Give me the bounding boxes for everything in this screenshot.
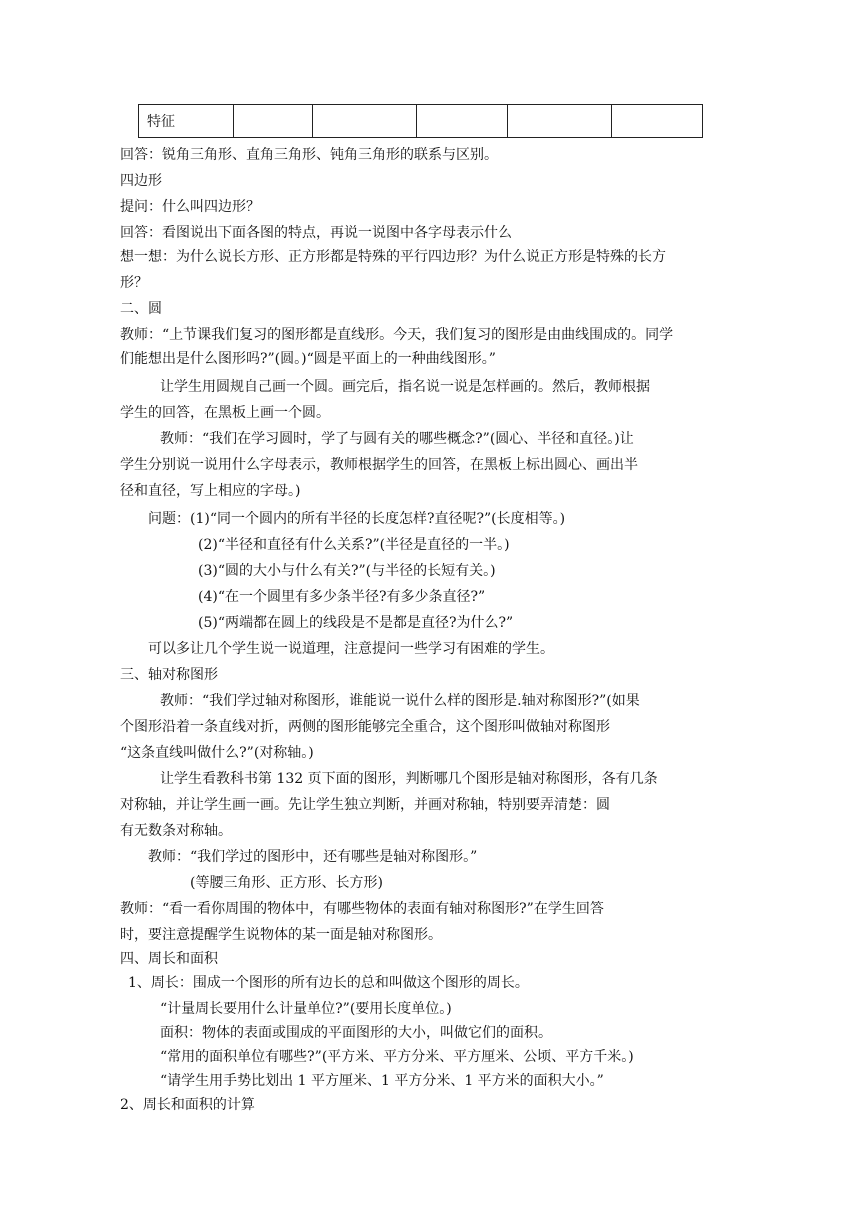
teacher-circle-line: 教师：“上节课我们复习的图形都是直线形。今天，我们复习的图形是由曲线围成的。同学 <box>120 327 674 343</box>
teacher-symmetry-line: 教师：“我们学过轴对称图形，谁能说一说什么样的图形是.轴对称图形?”(如果 <box>160 693 640 709</box>
table-cell <box>612 105 703 138</box>
compass-line: 让学生用圆规自己画一个圆。画完后，指名说一说是怎样画的。然后，教师根据 <box>160 379 650 395</box>
question-5: (5)“两端都在圆上的线段是不是都是直径?为什么?” <box>198 615 514 631</box>
table-cell-feature: 特征 <box>139 105 234 138</box>
shapes-answer: (等腰三角形、正方形、长方形) <box>190 875 383 891</box>
table-cell <box>313 105 417 138</box>
table-cell <box>234 105 313 138</box>
area-units-question: “常用的面积单位有哪些?”(平方米、平方分米、平方厘米、公顷、平方千米。) <box>160 1049 634 1065</box>
teacher-concepts-line: 教师：“我们在学习圆时，学了与圆有关的哪些概念?”(圆心、半径和直径。)让 <box>160 431 634 447</box>
question-4: (4)“在一个圆里有多少条半径?有多少条直径?” <box>198 589 486 605</box>
teacher-objects-line-2: 时，要注意提醒学生说物体的某一面是轴对称图形。 <box>120 927 442 943</box>
question-3: (3)“圆的大小与什么有关?”(与半径的长短有关。) <box>198 563 496 579</box>
perimeter-unit-question: “计量周长要用什么计量单位?”(要用长度单位。) <box>160 1001 452 1017</box>
textbook-line-3: 有无数条对称轴。 <box>120 823 232 839</box>
teacher-symmetry-line-2: 个图形沿着一条直线对折，两侧的图形能够完全重合，这个图形叫做轴对称图形 <box>120 719 610 735</box>
teacher-circle-line-cont: 们能想出是什么图形吗?”(圆。)“圆是平面上的一种曲线图形。” <box>120 351 496 367</box>
think-line-cont: 形？ <box>120 275 148 291</box>
answer-quadrilateral: 回答：看图说出下面各图的特点，再说一说图中各字母表示什么 <box>120 225 512 241</box>
explain-line: 可以多让几个学生说一说道理，注意提问一些学习有困难的学生。 <box>148 641 554 657</box>
teacher-symmetry-line-3: “这条直线叫做什么?”(对称轴。) <box>120 745 314 761</box>
answer-triangle-line: 回答：锐角三角形、直角三角形、钝角三角形的联系与区别。 <box>120 147 498 163</box>
gesture-line: “请学生用手势比划出 1 平方厘米、1 平方分米、1 平方米的面积大小。” <box>160 1073 604 1089</box>
think-line: 想一想：为什么说长方形、正方形都是特殊的平行四边形？为什么说正方形是特殊的长方 <box>120 249 666 265</box>
area-definition: 面积：物体的表面或围成的平面图形的大小，叫做它们的面积。 <box>160 1025 552 1041</box>
question-1: 问题：(1)“同一个圆内的所有半径的长度怎样?直径呢?”(长度相等。) <box>148 511 566 527</box>
textbook-line: 让学生看教科书第 132 页下面的图形，判断哪几个图形是轴对称图形，各有几条 <box>160 771 658 787</box>
section-heading-perimeter-area: 四、周长和面积 <box>120 951 218 967</box>
heading-quadrilateral: 四边形 <box>120 173 162 189</box>
question-2: (2)“半径和直径有什么关系?”(半径是直径的一半。) <box>198 537 510 553</box>
textbook-line-2: 对称轴，并让学生画一画。先让学生独立判断，并画对称轴，特别要弄清楚：圆 <box>120 797 610 813</box>
perimeter-definition: 1、周长：围成一个图形的所有边长的总和叫做这个图形的周长。 <box>128 975 529 991</box>
question-quadrilateral: 提问：什么叫四边形？ <box>120 199 260 215</box>
teacher-concepts-line-3: 径和直径，写上相应的字母。) <box>120 483 301 499</box>
teacher-other-shapes: 教师：“我们学过的图形中，还有哪些是轴对称图形。” <box>148 849 478 865</box>
table-cell <box>508 105 612 138</box>
table-cell <box>417 105 508 138</box>
teacher-objects-line: 教师：“看一看你周围的物体中，有哪些物体的表面有轴对称图形?”在学生回答 <box>120 901 604 917</box>
section-heading-symmetry: 三、轴对称图形 <box>120 667 218 683</box>
compass-line-cont: 学生的回答，在黑板上画一个圆。 <box>120 405 330 421</box>
feature-table <box>138 104 703 138</box>
subheading-calculation: 2、周长和面积的计算 <box>120 1097 255 1113</box>
table-row <box>139 105 703 138</box>
section-heading-circle: 二、圆 <box>120 301 162 317</box>
teacher-concepts-line-2: 学生分别说一说用什么字母表示，教师根据学生的回答，在黑板上标出圆心、画出半 <box>120 457 638 473</box>
